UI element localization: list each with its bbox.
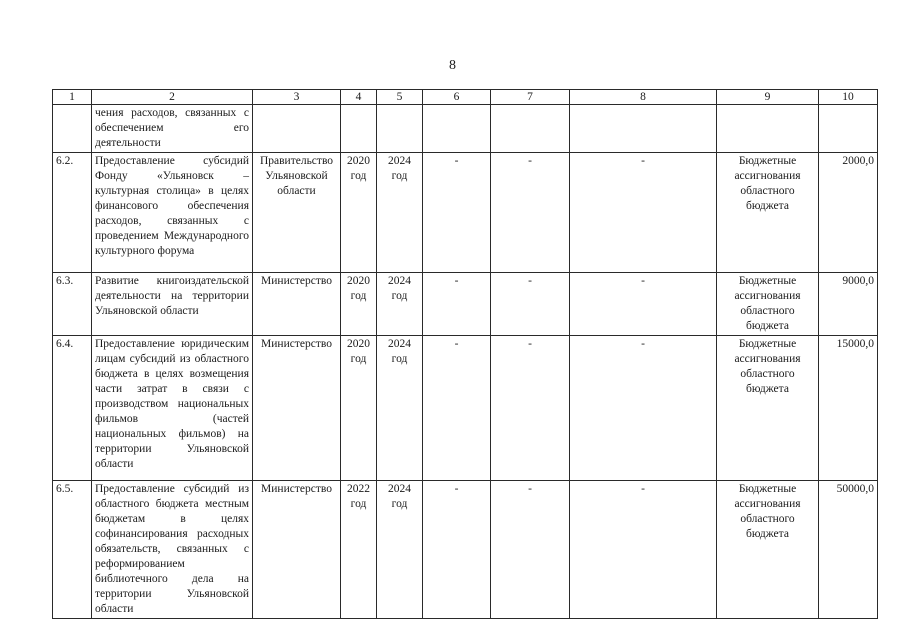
activity-name: Развитие книгоиздательской деятельности на территории Ульяновской области bbox=[92, 273, 253, 336]
column-number: 5 bbox=[377, 90, 423, 105]
row-number: 6.3. bbox=[53, 273, 92, 336]
row-number: 6.2. bbox=[53, 153, 92, 273]
end-year: 2024 год bbox=[377, 336, 423, 481]
table-row bbox=[53, 336, 878, 481]
executor bbox=[253, 105, 341, 153]
cell-col7 bbox=[491, 105, 570, 153]
cell-col6: - bbox=[423, 153, 491, 273]
cell-col8: - bbox=[570, 273, 717, 336]
start-year: 2020 год bbox=[341, 336, 377, 481]
amount: 15000,0 bbox=[819, 336, 878, 481]
funding-source: Бюджетные ассигнования областного бюджета bbox=[717, 336, 819, 481]
column-number: 10 bbox=[819, 90, 878, 105]
start-year bbox=[341, 105, 377, 153]
table-row bbox=[53, 273, 878, 336]
amount: 50000,0 bbox=[819, 481, 878, 619]
cell-col8: - bbox=[570, 481, 717, 619]
executor: Правительство Ульяновской области bbox=[253, 153, 341, 273]
cell-col6 bbox=[423, 105, 491, 153]
cell-col6: - bbox=[423, 273, 491, 336]
start-year: 2020 год bbox=[341, 153, 377, 273]
row-number bbox=[53, 105, 92, 153]
column-number: 8 bbox=[570, 90, 717, 105]
executor: Министерство bbox=[253, 273, 341, 336]
activity-name: Предоставление субсидий из областного бюджета местным бюджетам в целях софинансирования расходных обязательств, связанных с реформированием библиотечного дела на территории Ульяновской области bbox=[92, 481, 253, 619]
column-number: 9 bbox=[717, 90, 819, 105]
amount: 2000,0 bbox=[819, 153, 878, 273]
start-year: 2022 год bbox=[341, 481, 377, 619]
column-number: 1 bbox=[53, 90, 92, 105]
funding-source: Бюджетные ассигнования областного бюджета bbox=[717, 273, 819, 336]
end-year: 2024 год bbox=[377, 273, 423, 336]
page-number: 8 bbox=[449, 58, 456, 73]
activity-name: Предоставление юридическим лицам субсидий из областного бюджета в целях возмещения части затрат в связи с производством национальных фильмов (частей национальных фильмов) на территории Ульяновской области bbox=[92, 336, 253, 481]
amount bbox=[819, 105, 878, 153]
column-number: 3 bbox=[253, 90, 341, 105]
table-row bbox=[53, 153, 878, 273]
cell-col7: - bbox=[491, 153, 570, 273]
cell-col7: - bbox=[491, 273, 570, 336]
table-row bbox=[53, 105, 878, 153]
end-year: 2024 год bbox=[377, 153, 423, 273]
funding-source bbox=[717, 105, 819, 153]
end-year bbox=[377, 105, 423, 153]
cell-col8: - bbox=[570, 153, 717, 273]
amount: 9000,0 bbox=[819, 273, 878, 336]
row-number: 6.4. bbox=[53, 336, 92, 481]
column-number: 4 bbox=[341, 90, 377, 105]
cell-col7: - bbox=[491, 336, 570, 481]
cell-col8: - bbox=[570, 336, 717, 481]
table-row bbox=[53, 481, 878, 619]
cell-col7: - bbox=[491, 481, 570, 619]
column-numbers-row bbox=[53, 90, 878, 105]
column-number: 7 bbox=[491, 90, 570, 105]
funding-source: Бюджетные ассигнования областного бюджета bbox=[717, 481, 819, 619]
end-year: 2024 год bbox=[377, 481, 423, 619]
executor: Министерство bbox=[253, 336, 341, 481]
cell-col6: - bbox=[423, 481, 491, 619]
column-number: 2 bbox=[92, 90, 253, 105]
row-number: 6.5. bbox=[53, 481, 92, 619]
cell-col8 bbox=[570, 105, 717, 153]
activity-name: чения расходов, связанных с обеспечением его деятельности bbox=[92, 105, 253, 153]
start-year: 2020 год bbox=[341, 273, 377, 336]
executor: Министерство bbox=[253, 481, 341, 619]
program-table bbox=[52, 89, 878, 619]
column-number: 6 bbox=[423, 90, 491, 105]
activity-name: Предоставление субсидий Фонду «Ульяновск – культурная столица» в целях финансового обеспечения расходов, связанных с проведением Международного культурного форума bbox=[92, 153, 253, 273]
funding-source: Бюджетные ассигнования областного бюджета bbox=[717, 153, 819, 273]
cell-col6: - bbox=[423, 336, 491, 481]
